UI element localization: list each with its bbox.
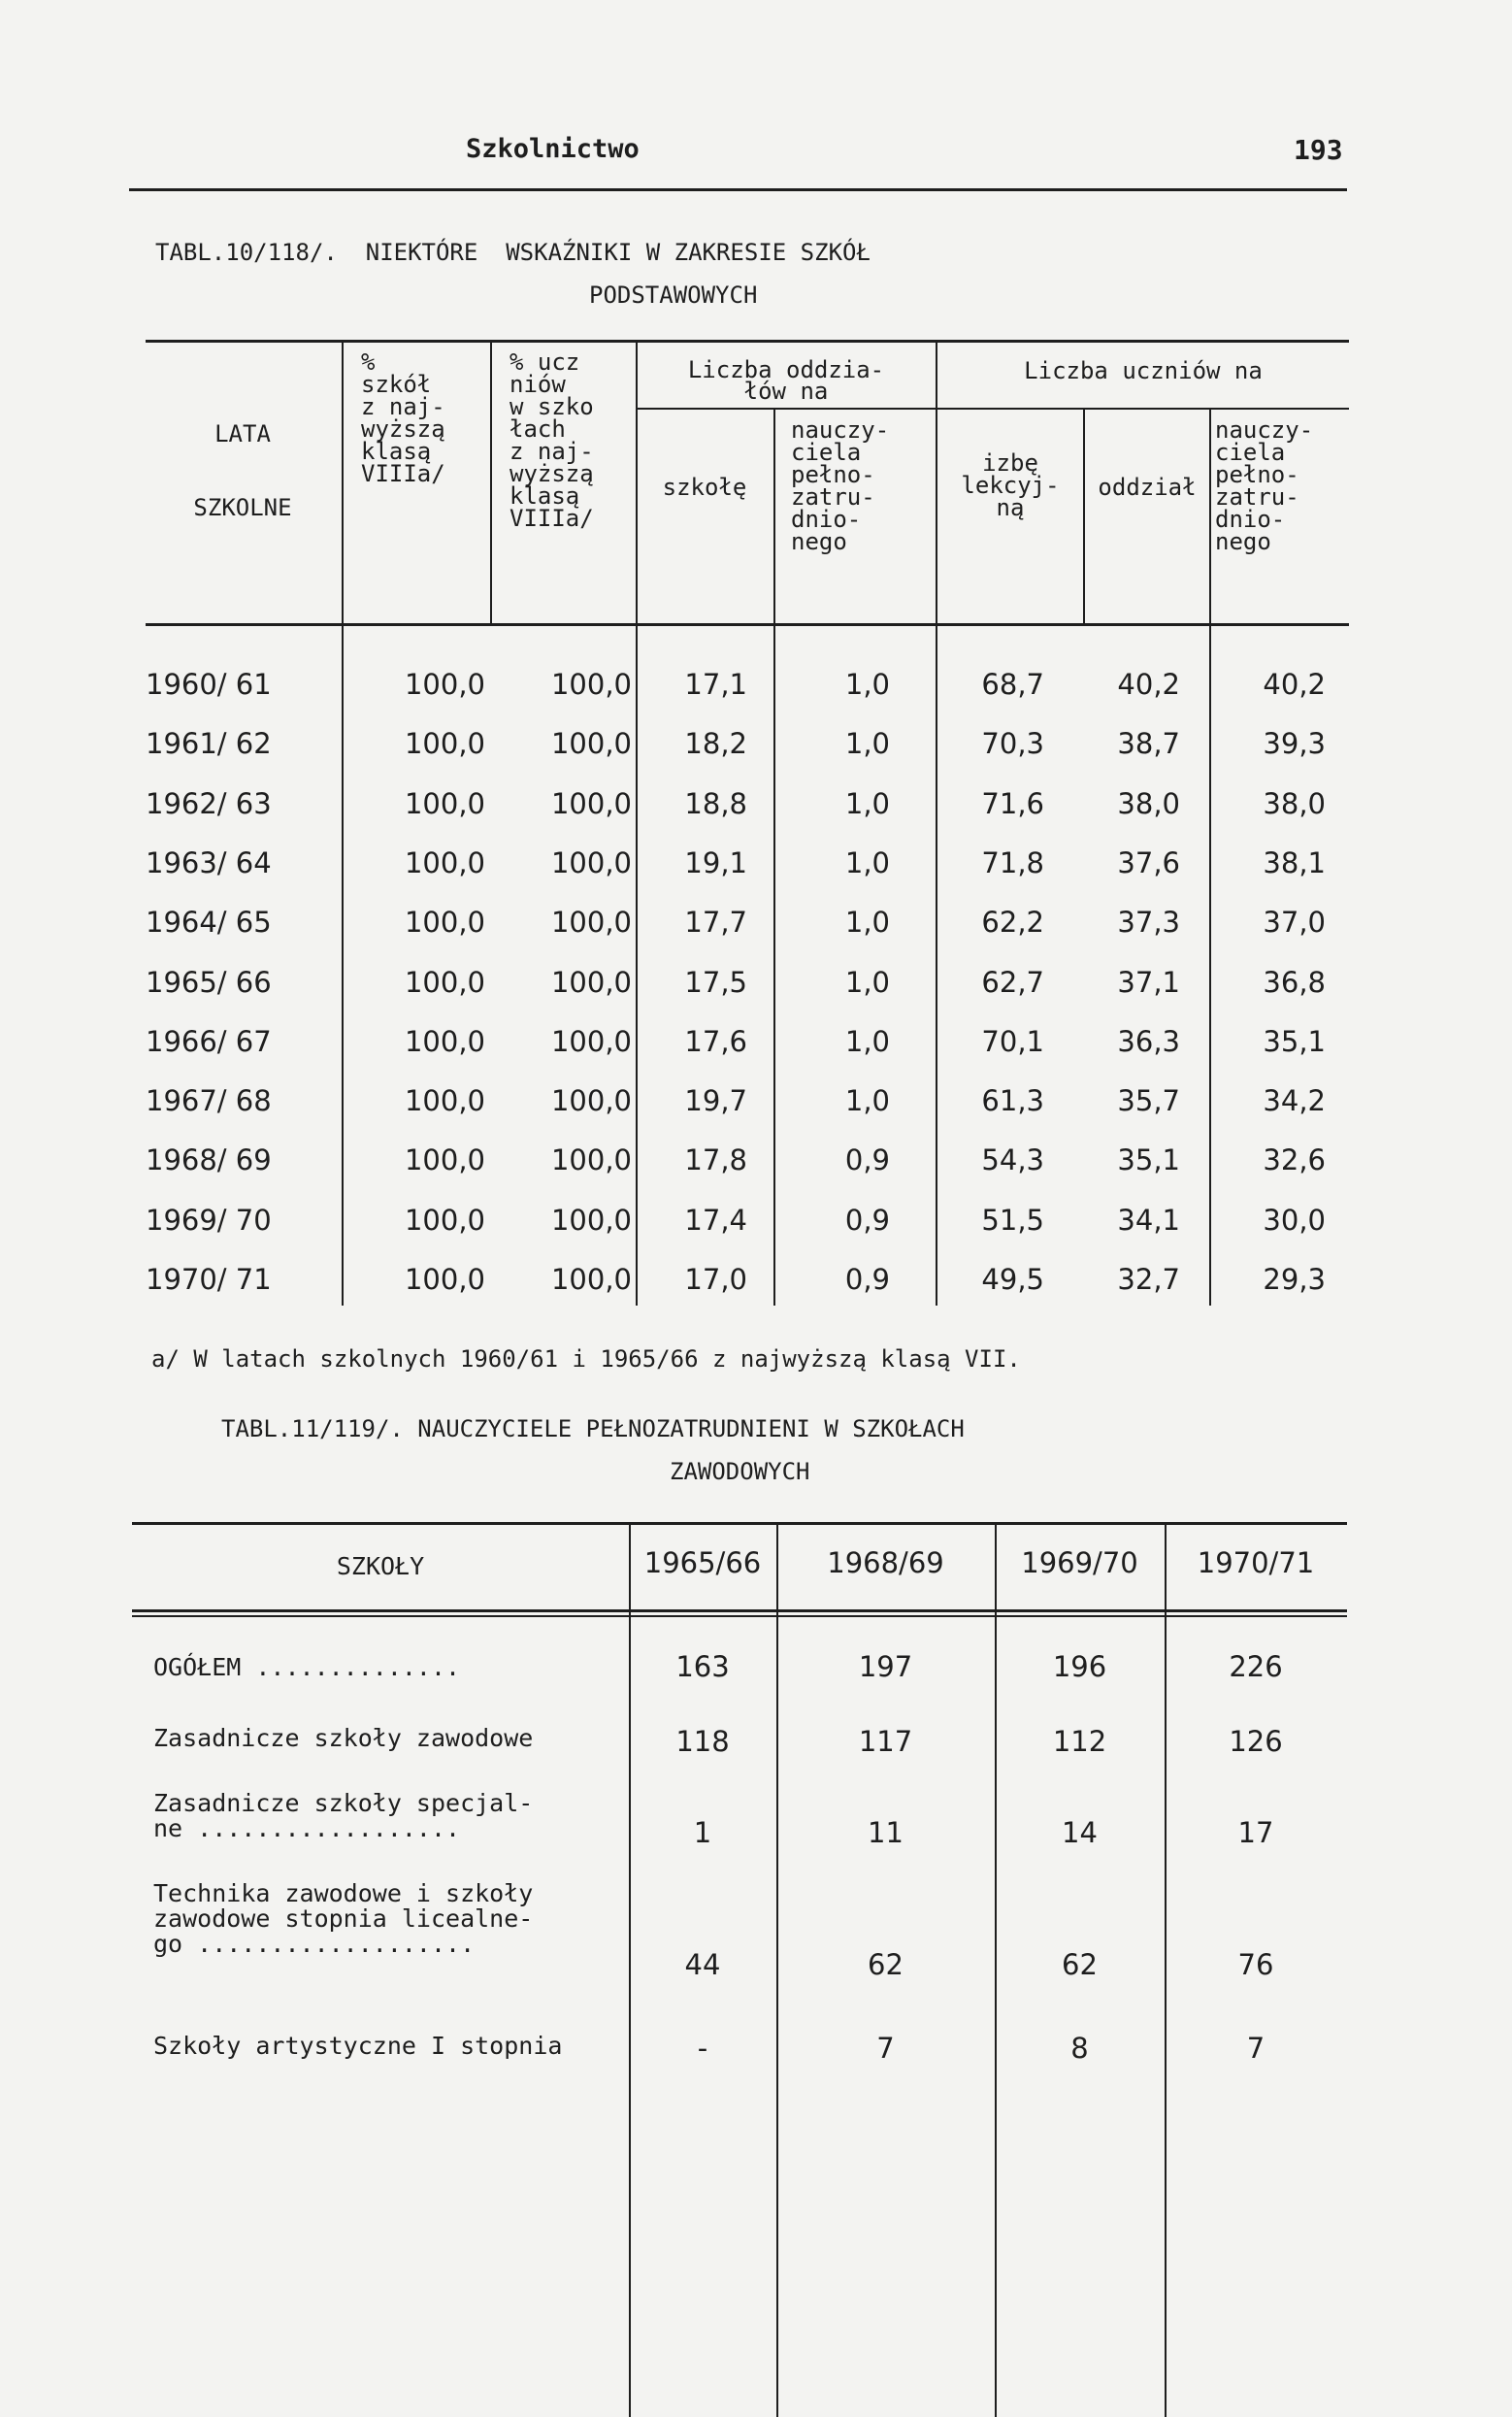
row-value: 11 [868,1816,904,1849]
cell-year: 1967/ 68 [146,1084,272,1118]
cell-branches-per-teacher: 1,0 [844,1024,890,1058]
cell-pct-pupils: 100,0 [550,965,632,999]
row-value: 7 [876,2032,895,2065]
cell-branches-per-school: 19,7 [684,1084,747,1118]
cell-pct-pupils: 100,0 [550,1263,632,1296]
cell-pct-schools: 100,0 [404,727,485,761]
cell-branches-per-school: 18,2 [684,727,747,761]
cell-pupils-per-teacher: 34,2 [1263,1084,1326,1118]
header-years: LATA SZKOLNE [193,420,292,521]
header-rule [129,188,1347,191]
cell-branches-per-school: 17,7 [684,906,747,940]
cell-pupils-per-branch: 38,0 [1117,786,1180,820]
cell-pct-schools: 100,0 [404,1263,485,1296]
cell-pct-pupils: 100,0 [550,727,632,761]
cell-pct-pupils: 100,0 [550,1203,632,1237]
row-value: - [697,2032,708,2065]
table10-top-rule [146,340,1349,343]
table10-vline [490,342,492,623]
row-value: 1 [693,1816,712,1849]
cell-pct-schools: 100,0 [404,1143,485,1177]
header-pct-pupils: % ucz niów w szko łach z naj- wyższą klasą VIIIa/ [509,348,594,532]
year-header: 1970/71 [1197,1546,1315,1579]
cell-pupils-per-room: 68,7 [981,668,1044,701]
header-per-teacher: nauczy- ciela pełno- zatru- dnio- nego [791,416,890,555]
row-label: Szkoły artystyczne I stopnia [153,2032,563,2060]
row-value: 76 [1237,1948,1274,1981]
cell-pupils-per-branch: 34,1 [1117,1203,1180,1237]
table10-vline [1209,408,1211,623]
cell-pupils-per-room: 51,5 [981,1203,1044,1237]
cell-pct-pupils: 100,0 [550,906,632,940]
header-pupils-group: Liczba uczniów na [1024,357,1263,384]
cell-pct-schools: 100,0 [404,965,485,999]
cell-branches-per-school: 18,8 [684,786,747,820]
cell-pupils-per-branch: 36,3 [1117,1024,1180,1058]
cell-year: 1968/ 69 [146,1143,272,1177]
cell-branches-per-school: 17,6 [684,1024,747,1058]
row-value: 226 [1229,1650,1283,1683]
row-value: 163 [675,1650,730,1683]
cell-branches-per-teacher: 0,9 [844,1143,890,1177]
row-value: 118 [675,1725,730,1758]
cell-pct-schools: 100,0 [404,668,485,701]
cell-pupils-per-teacher: 40,2 [1263,668,1326,701]
cell-pct-pupils: 100,0 [550,845,632,879]
row-value: 62 [1062,1948,1098,1981]
cell-branches-per-teacher: 0,9 [844,1203,890,1237]
header-per-school: szkołę [662,474,747,501]
cell-pupils-per-teacher: 39,3 [1263,727,1326,761]
cell-pupils-per-branch: 38,7 [1117,727,1180,761]
cell-pupils-per-branch: 32,7 [1117,1263,1180,1296]
cell-branches-per-teacher: 1,0 [844,727,890,761]
cell-year: 1964/ 65 [146,906,272,940]
row-value: 117 [858,1725,913,1758]
cell-pupils-per-room: 71,6 [981,786,1044,820]
cell-pupils-per-room: 54,3 [981,1143,1044,1177]
header-per-room: izbę lekcyj- ną [961,449,1060,521]
cell-branches-per-teacher: 0,9 [844,1263,890,1296]
cell-pupils-per-branch: 40,2 [1117,668,1180,701]
page-number: 193 [1294,134,1343,166]
cell-branches-per-teacher: 1,0 [844,845,890,879]
cell-pupils-per-teacher: 38,0 [1263,786,1326,820]
table10-vline [636,626,638,1306]
table10-vline [1209,626,1211,1306]
cell-pupils-per-branch: 37,6 [1117,845,1180,879]
cell-branches-per-school: 17,4 [684,1203,747,1237]
cell-year: 1969/ 70 [146,1203,272,1237]
cell-pupils-per-teacher: 36,8 [1263,965,1326,999]
table10-group-rule-right [937,408,1349,410]
cell-pct-pupils: 100,0 [550,668,632,701]
cell-branches-per-teacher: 1,0 [844,965,890,999]
table11-col-header: SZKOŁY [336,1552,425,1580]
cell-year: 1963/ 64 [146,845,272,879]
header-pct-schools: % szkół z naj- wyższą klasą VIIIa/ [361,348,445,487]
table10-caption: TABL.10/118/. NIEKTÓRE WSKAŹNIKI W ZAKRESIE SZKÓŁ [155,239,871,266]
row-value: 8 [1070,2032,1089,2065]
row-value: 112 [1052,1725,1107,1758]
header-per-branch: oddział [1098,474,1197,501]
row-value: 14 [1062,1816,1098,1849]
cell-branches-per-school: 17,1 [684,668,747,701]
year-header: 1968/69 [827,1546,944,1579]
cell-branches-per-teacher: 1,0 [844,1084,890,1118]
cell-pct-pupils: 100,0 [550,1084,632,1118]
row-value: 196 [1052,1650,1107,1683]
table10-vline [936,626,937,1306]
cell-pupils-per-branch: 37,3 [1117,906,1180,940]
table10-vline [342,626,344,1306]
cell-pupils-per-room: 62,7 [981,965,1044,999]
header-per-teacher-2: nauczy- ciela pełno- zatru- dnio- nego [1215,416,1314,555]
cell-pupils-per-branch: 35,7 [1117,1084,1180,1118]
cell-pupils-per-room: 71,8 [981,845,1044,879]
cell-branches-per-school: 17,5 [684,965,747,999]
running-header-title: Szkolnictwo [466,134,640,164]
cell-branches-per-school: 17,8 [684,1143,747,1177]
row-label: Zasadnicze szkoły specjal- ne .................. [153,1789,534,1842]
cell-year: 1966/ 67 [146,1024,272,1058]
cell-pupils-per-teacher: 38,1 [1263,845,1326,879]
cell-pct-pupils: 100,0 [550,1024,632,1058]
cell-pupils-per-branch: 35,1 [1117,1143,1180,1177]
cell-branches-per-teacher: 1,0 [844,786,890,820]
cell-pupils-per-room: 70,3 [981,727,1044,761]
row-label: OGÓŁEM .............. [153,1653,461,1681]
table11-caption-line2: ZAWODOWYCH [670,1458,810,1485]
cell-branches-per-school: 17,0 [684,1263,747,1296]
cell-pupils-per-teacher: 29,3 [1263,1263,1326,1296]
row-label: Zasadnicze szkoły zawodowe [153,1724,534,1752]
table10-vline [1083,408,1085,623]
table10-vline [342,342,344,623]
table10-footnote: a/ W latach szkolnych 1960/61 i 1965/66 z najwyższą klasą VII. [151,1345,1021,1373]
cell-pupils-per-room: 70,1 [981,1024,1044,1058]
year-header: 1969/70 [1021,1546,1138,1579]
cell-pupils-per-teacher: 30,0 [1263,1203,1326,1237]
table10-header-rule [146,623,1349,626]
table11-caption: TABL.11/119/. NAUCZYCIELE PEŁNOZATRUDNIENI W SZKOŁACH [221,1415,965,1442]
cell-pupils-per-teacher: 32,6 [1263,1143,1326,1177]
cell-branches-per-teacher: 1,0 [844,906,890,940]
cell-year: 1961/ 62 [146,727,272,761]
table10-group-rule-left [636,408,937,410]
table10-vline [773,408,775,623]
cell-branches-per-teacher: 1,0 [844,668,890,701]
cell-pupils-per-branch: 37,1 [1117,965,1180,999]
table10-caption-line2: PODSTAWOWYCH [589,281,758,309]
cell-year: 1965/ 66 [146,965,272,999]
cell-pct-schools: 100,0 [404,1084,485,1118]
row-label: Technika zawodowe i szkoły zawodowe stopnia licealne- go ................... [153,1879,534,1958]
header-branches-group: Liczba oddzia- łów na [687,356,885,405]
cell-pupils-per-room: 49,5 [981,1263,1044,1296]
cell-year: 1960/ 61 [146,668,272,701]
cell-pupils-per-room: 61,3 [981,1084,1044,1118]
cell-year: 1962/ 63 [146,786,272,820]
row-value: 62 [868,1948,904,1981]
cell-pct-schools: 100,0 [404,845,485,879]
year-header: 1965/66 [643,1546,762,1579]
cell-branches-per-school: 19,1 [684,845,747,879]
row-value: 17 [1237,1816,1274,1849]
cell-pupils-per-teacher: 35,1 [1263,1024,1326,1058]
cell-pct-pupils: 100,0 [550,786,632,820]
row-value: 7 [1246,2032,1265,2065]
cell-pct-pupils: 100,0 [550,1143,632,1177]
cell-pupils-per-room: 62,2 [981,906,1044,940]
cell-pct-schools: 100,0 [404,1024,485,1058]
cell-year: 1970/ 71 [146,1263,272,1296]
cell-pct-schools: 100,0 [404,906,485,940]
row-value: 126 [1229,1725,1283,1758]
row-value: 44 [684,1948,721,1981]
cell-pupils-per-teacher: 37,0 [1263,906,1326,940]
row-value: 197 [858,1650,913,1683]
cell-pct-schools: 100,0 [404,1203,485,1237]
cell-pct-schools: 100,0 [404,786,485,820]
table10-vline [773,626,775,1306]
